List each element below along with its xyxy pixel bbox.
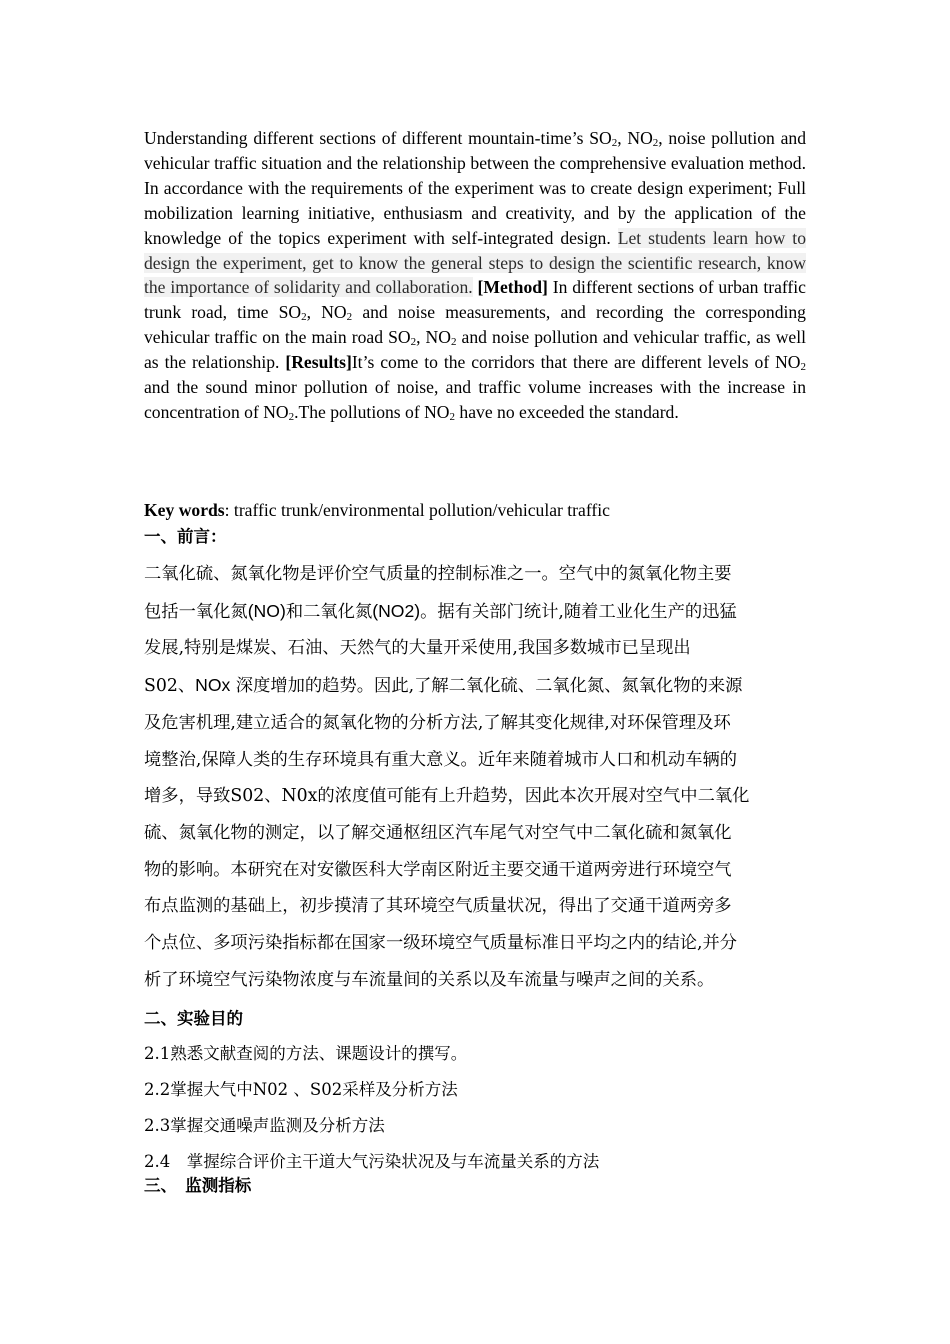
keywords-label: Key words [144,500,225,520]
method-label: [Method] [477,277,548,298]
abstract-text: , NO [306,302,347,323]
subscript: 2 [288,410,295,423]
keywords-text: : traffic trunk/environmental pollution/vehicular traffic [224,500,610,520]
subscript: 2 [450,336,457,349]
paragraph-line: 硫、氮氧化物的测定，以了解交通枢纽区汽车尾气对空气中二氧化硫和氮氧化 [144,822,732,843]
subscript: 2 [611,137,618,149]
introduction-paragraph [144,556,806,998]
abstract-text: and noise pollution and vehicular traffic, as well as the relationship. [144,327,806,373]
abstract-text: and the sound minor pollution of noise, and traffic volume increases with the increase in concentration of NO [144,377,806,422]
subscript: 2 [800,361,807,374]
abstract-text: Understanding different sections of different mountain-time’s SO [144,128,612,148]
list-item: 2.4 掌握综合评价主干道大气污染状况及与车流量关系的方法 [144,1152,600,1171]
paragraph-line: 个点位、多项污染指标都在国家一级环境空气质量标准日平均之内的结论,并分 [144,933,738,954]
section-heading-experiment-purpose: 二、实验目的 [144,1009,243,1028]
list-item: 2.3掌握交通噪声监测及分析方法 [144,1116,385,1135]
abstract-text: and noise measurements, and recording the corresponding vehicular traffic on the main road SO [144,302,806,348]
subscript: 2 [652,137,659,149]
abstract-text: , noise pollution and vehicular traffic situation and the relationship between the comprehensive evaluation method. In accordance with the requirements of the experiment was to create design experiment; Full mobilization learning initiative, enthusiasm and creativity, and by the application of the knowledge of the topics experiment with self-integrated design. [144,128,806,248]
abstract-text: It’s come to the corridors that there are different levels of NO [351,352,801,373]
paragraph-line: S02、NOx 深度增加的趋势。因此,了解二氧化硫、二氧化氮、氮氧化物的来源 [144,675,743,697]
paragraph-line: 包括一氧化氮(NO)和二氧化氮(NO2)。据有关部门统计,随着工业化生产的迅猛 [144,600,737,622]
abstract-text: have no exceeded the standard. [455,401,679,422]
section-heading-introduction: 一、前言： [144,527,227,546]
paragraph-line: 增多，导致S02、N0x的浓度值可能有上升趋势，因此本次开展对空气中二氧化 [144,786,750,807]
paragraph-line: 二氧化硫、氮氧化物是评价空气质量的控制标准之一。空气中的氮氧化物主要 [144,564,732,584]
abstract-text: .The pollutions of NO [294,401,450,422]
subscript: 2 [301,311,307,324]
paragraph-line: 境整治,保障人类的生存环境具有重大意义。近年来随着城市人口和机动车辆的 [144,749,738,770]
abstract-text: , NO [617,128,653,148]
english-abstract [144,126,806,425]
abstract-text: , NO [416,327,451,348]
list-item: 2.2掌握大气中N02 、S02采样及分析方法 [144,1080,458,1099]
subscript: 2 [410,336,417,349]
paragraph-line: 物的影响。本研究在对安徽医科大学南区附近主要交通干道两旁进行环境空气 [144,859,732,880]
abstract-text: In different sections of urban traffic trunk road, time SO [144,277,806,323]
subscript: 2 [346,311,353,324]
paragraph-line: 发展,特别是煤炭、石油、天然气的大量开采使用,我国多数城市已呈现出 [144,638,691,659]
highlighted-text: Let students learn how to design the experiment, get to know the general steps to design the scientific research, know the importance of solidarity and collaboration. [144,227,806,298]
paragraph-line: 布点监测的基础上，初步摸清了其环境空气质量状况，得出了交通干道两旁多 [144,896,732,917]
keywords-line [144,498,806,523]
section-heading-monitoring-indicators: 三、 监测指标 [144,1176,252,1195]
list-item: 2.1熟悉文献查阅的方法、课题设计的撰写。 [144,1044,468,1063]
paragraph-line: 及危害机理,建立适合的氮氧化物的分析方法,了解其变化规律,对环保管理及环 [144,712,731,733]
paragraph-line: 析了环境空气污染物浓度与车流量间的关系以及车流量与噪声之间的关系。 [144,969,715,990]
subscript: 2 [449,410,456,423]
results-label: [Results] [285,352,352,373]
